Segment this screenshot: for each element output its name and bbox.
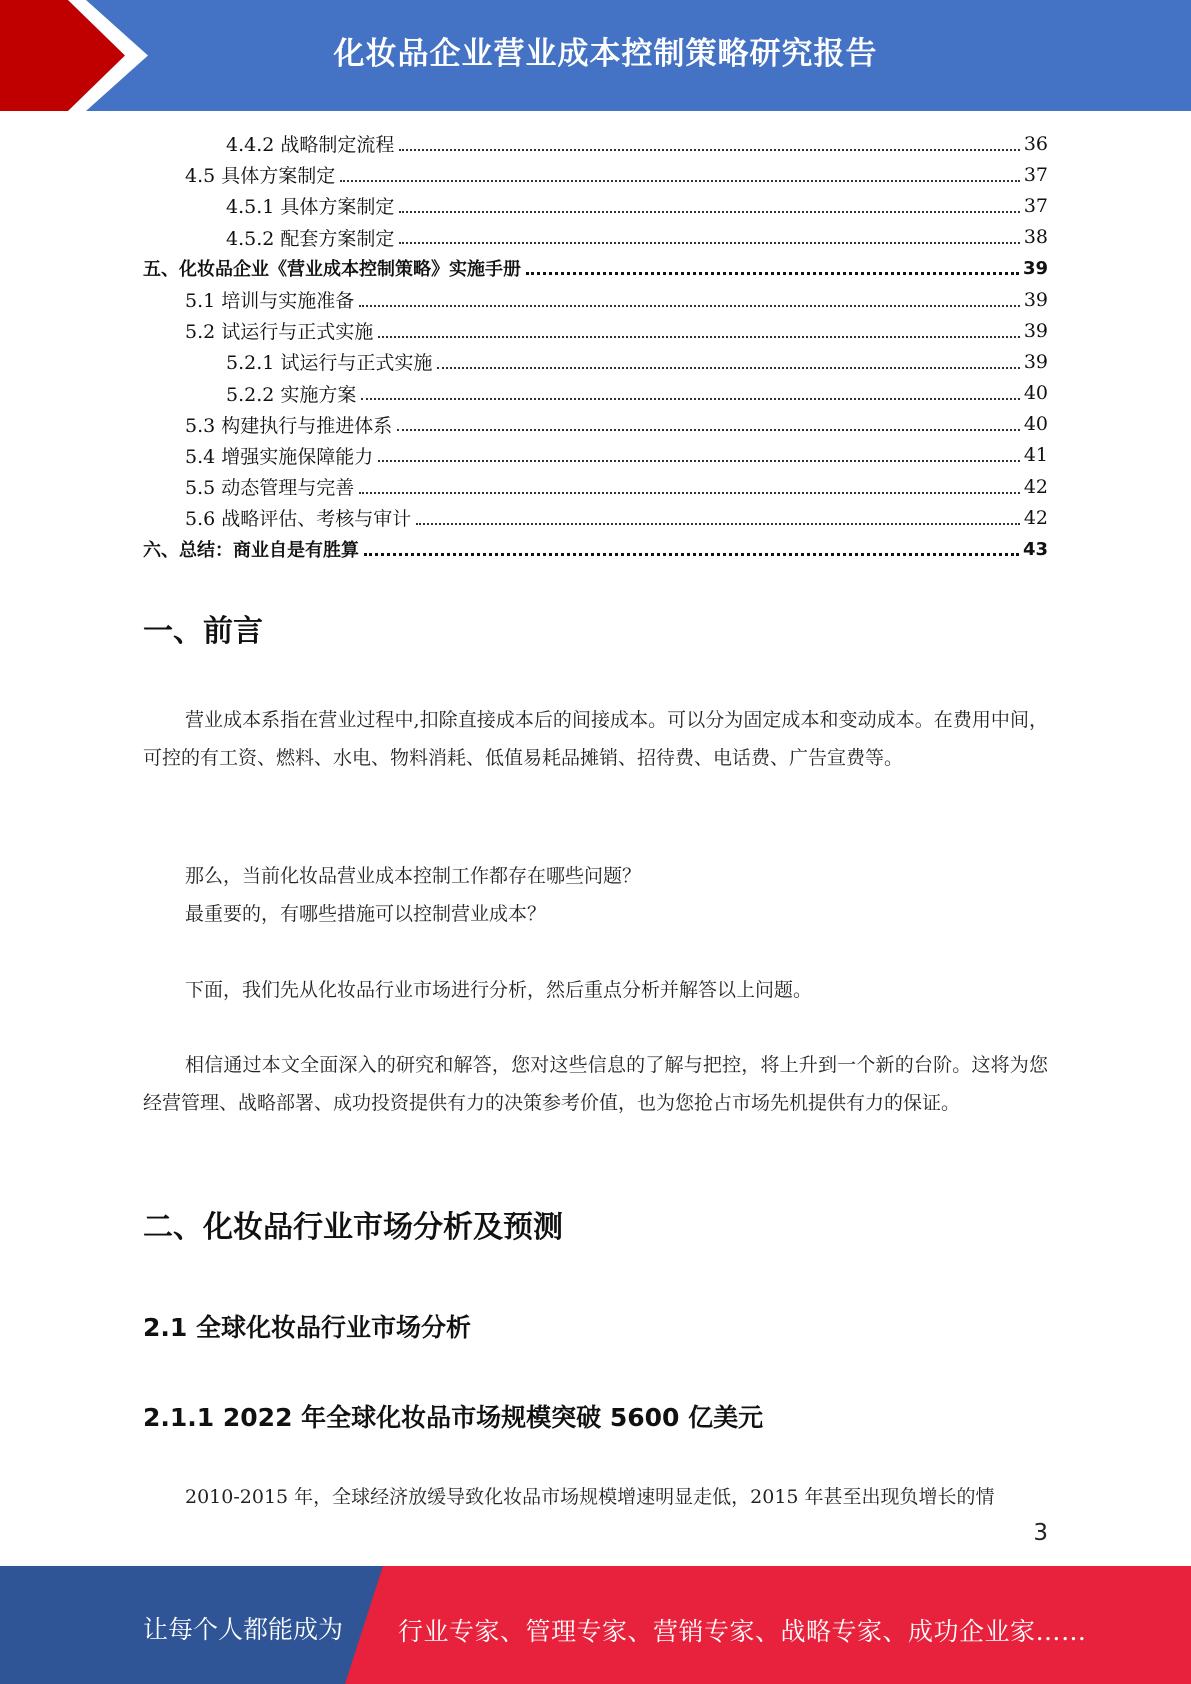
toc-leader-dots: [397, 425, 1020, 431]
toc-leader-dots: [340, 176, 1020, 182]
toc-entry-page: 37: [1023, 163, 1048, 186]
toc-entry[interactable]: [143, 253, 1048, 284]
toc-entry-title: 六、总结：商业自是有胜算: [143, 540, 359, 562]
toc-entry[interactable]: [143, 190, 1048, 221]
toc-leader-dots: [437, 363, 1019, 369]
toc-entry[interactable]: [143, 159, 1048, 190]
toc-entry-title: 5.6 战略评估、考核与审计: [185, 508, 412, 531]
toc-leader-dots: [399, 238, 1019, 244]
toc-entry-page: 36: [1023, 132, 1048, 155]
toc-entry-page: 41: [1023, 444, 1048, 467]
toc-entry-page: 37: [1023, 194, 1048, 217]
toc-entry[interactable]: [143, 315, 1048, 346]
toc-entry-title: 5.4 增强实施保障能力: [185, 445, 374, 468]
toc-entry[interactable]: [143, 471, 1048, 502]
question-line: 那么，当前化妆品营业成本控制工作都存在哪些问题？: [185, 865, 642, 887]
toc-entry[interactable]: [143, 128, 1048, 159]
toc-entry-page: 42: [1023, 475, 1048, 498]
page-header: [0, 0, 1191, 111]
toc-entry[interactable]: [143, 409, 1048, 440]
toc-entry-page: 39: [1023, 288, 1048, 311]
report-title: 化妆品企业营业成本控制策略研究报告: [333, 36, 878, 72]
toc-entry-page: 38: [1023, 226, 1048, 249]
toc-entry-title: 4.4.2 战略制定流程: [226, 134, 395, 157]
subsubsection-heading: 2.1.1 2022 年全球化妆品市场规模突破 5600 亿美元: [143, 1403, 764, 1432]
question-line: 最重要的，有哪些措施可以控制营业成本？: [185, 903, 547, 925]
toc-leader-dots: [526, 269, 1019, 275]
toc-leader-dots: [359, 488, 1020, 494]
section-heading-market: 二、化妆品行业市场分析及预测: [143, 1210, 563, 1245]
toc-leader-dots: [361, 394, 1019, 400]
toc-entry-title: 5.5 动态管理与完善: [185, 477, 355, 500]
toc-entry-title: 5.2.1 试运行与正式实施: [226, 352, 433, 375]
toc-leader-dots: [378, 332, 1020, 338]
toc-leader-dots: [359, 301, 1020, 307]
toc-entry-page: 39: [1023, 319, 1048, 342]
toc-entry-page: 40: [1023, 382, 1048, 405]
toc-entry[interactable]: [143, 222, 1048, 253]
toc-entry-page: 42: [1023, 506, 1048, 529]
toc-entry-title: 五、化妆品企业《营业成本控制策略》实施手册: [143, 259, 521, 281]
toc-entry-title: 5.2.2 实施方案: [226, 383, 357, 406]
toc-entry-title: 4.5.2 配套方案制定: [226, 227, 395, 250]
toc-leader-dots: [364, 550, 1019, 556]
paragraph: 相信通过本文全面深入的研究和解答，您对这些信息的了解与把控，将上升到一个新的台阶。这将为您经营管理、战略部署、成功投资提供有力的决策参考价值，也为您抢占市场先机提供有力的保证。: [143, 1054, 1048, 1114]
footer-slogan-left: 让每个人都能成为: [143, 1615, 344, 1644]
toc-entry[interactable]: [143, 346, 1048, 377]
toc-leader-dots: [399, 145, 1019, 151]
table-of-contents: [143, 128, 1048, 565]
toc-entry[interactable]: [143, 502, 1048, 533]
paragraph: 营业成本系指在营业过程中,扣除直接成本后的间接成本。可以分为固定成本和变动成本。在费用中间，可控的有工资、燃料、水电、物料消耗、低值易耗品摊销、招待费、电话费、广告宣费等。: [143, 709, 1048, 769]
toc-entry-title: 5.1 培训与实施准备: [185, 290, 355, 313]
toc-entry-title: 4.5.1 具体方案制定: [226, 196, 395, 219]
toc-leader-dots: [399, 207, 1019, 213]
footer-slogan-right: 行业专家、管理专家、营销专家、战略专家、成功企业家……: [398, 1617, 1087, 1646]
toc-entry-title: 4.5 具体方案制定: [185, 165, 336, 188]
paragraph: 2010-2015 年，全球经济放缓导致化妆品市场规模增速明显走低，2015 年甚至出现负增长的情: [185, 1486, 995, 1508]
page-footer: [0, 1566, 1191, 1684]
paragraph: 下面，我们先从化妆品行业市场进行分析，然后重点分析并解答以上问题。: [185, 979, 813, 1001]
toc-leader-dots: [378, 456, 1020, 462]
subsection-heading: 2.1 全球化妆品行业市场分析: [143, 1313, 471, 1342]
toc-entry-page: 39: [1023, 350, 1048, 373]
toc-entry-page: 39: [1022, 257, 1048, 279]
toc-entry-title: 5.2 试运行与正式实施: [185, 321, 374, 344]
toc-entry[interactable]: [143, 533, 1048, 564]
toc-entry-page: 40: [1023, 413, 1048, 436]
toc-entry[interactable]: [143, 284, 1048, 315]
toc-entry-page: 43: [1022, 538, 1048, 560]
toc-leader-dots: [416, 519, 1020, 525]
page-number: 3: [1033, 1520, 1048, 1546]
toc-entry[interactable]: [143, 440, 1048, 471]
section-heading-preface: 一、前言: [143, 614, 263, 649]
toc-entry-title: 5.3 构建执行与推进体系: [185, 414, 393, 437]
toc-entry[interactable]: [143, 378, 1048, 409]
